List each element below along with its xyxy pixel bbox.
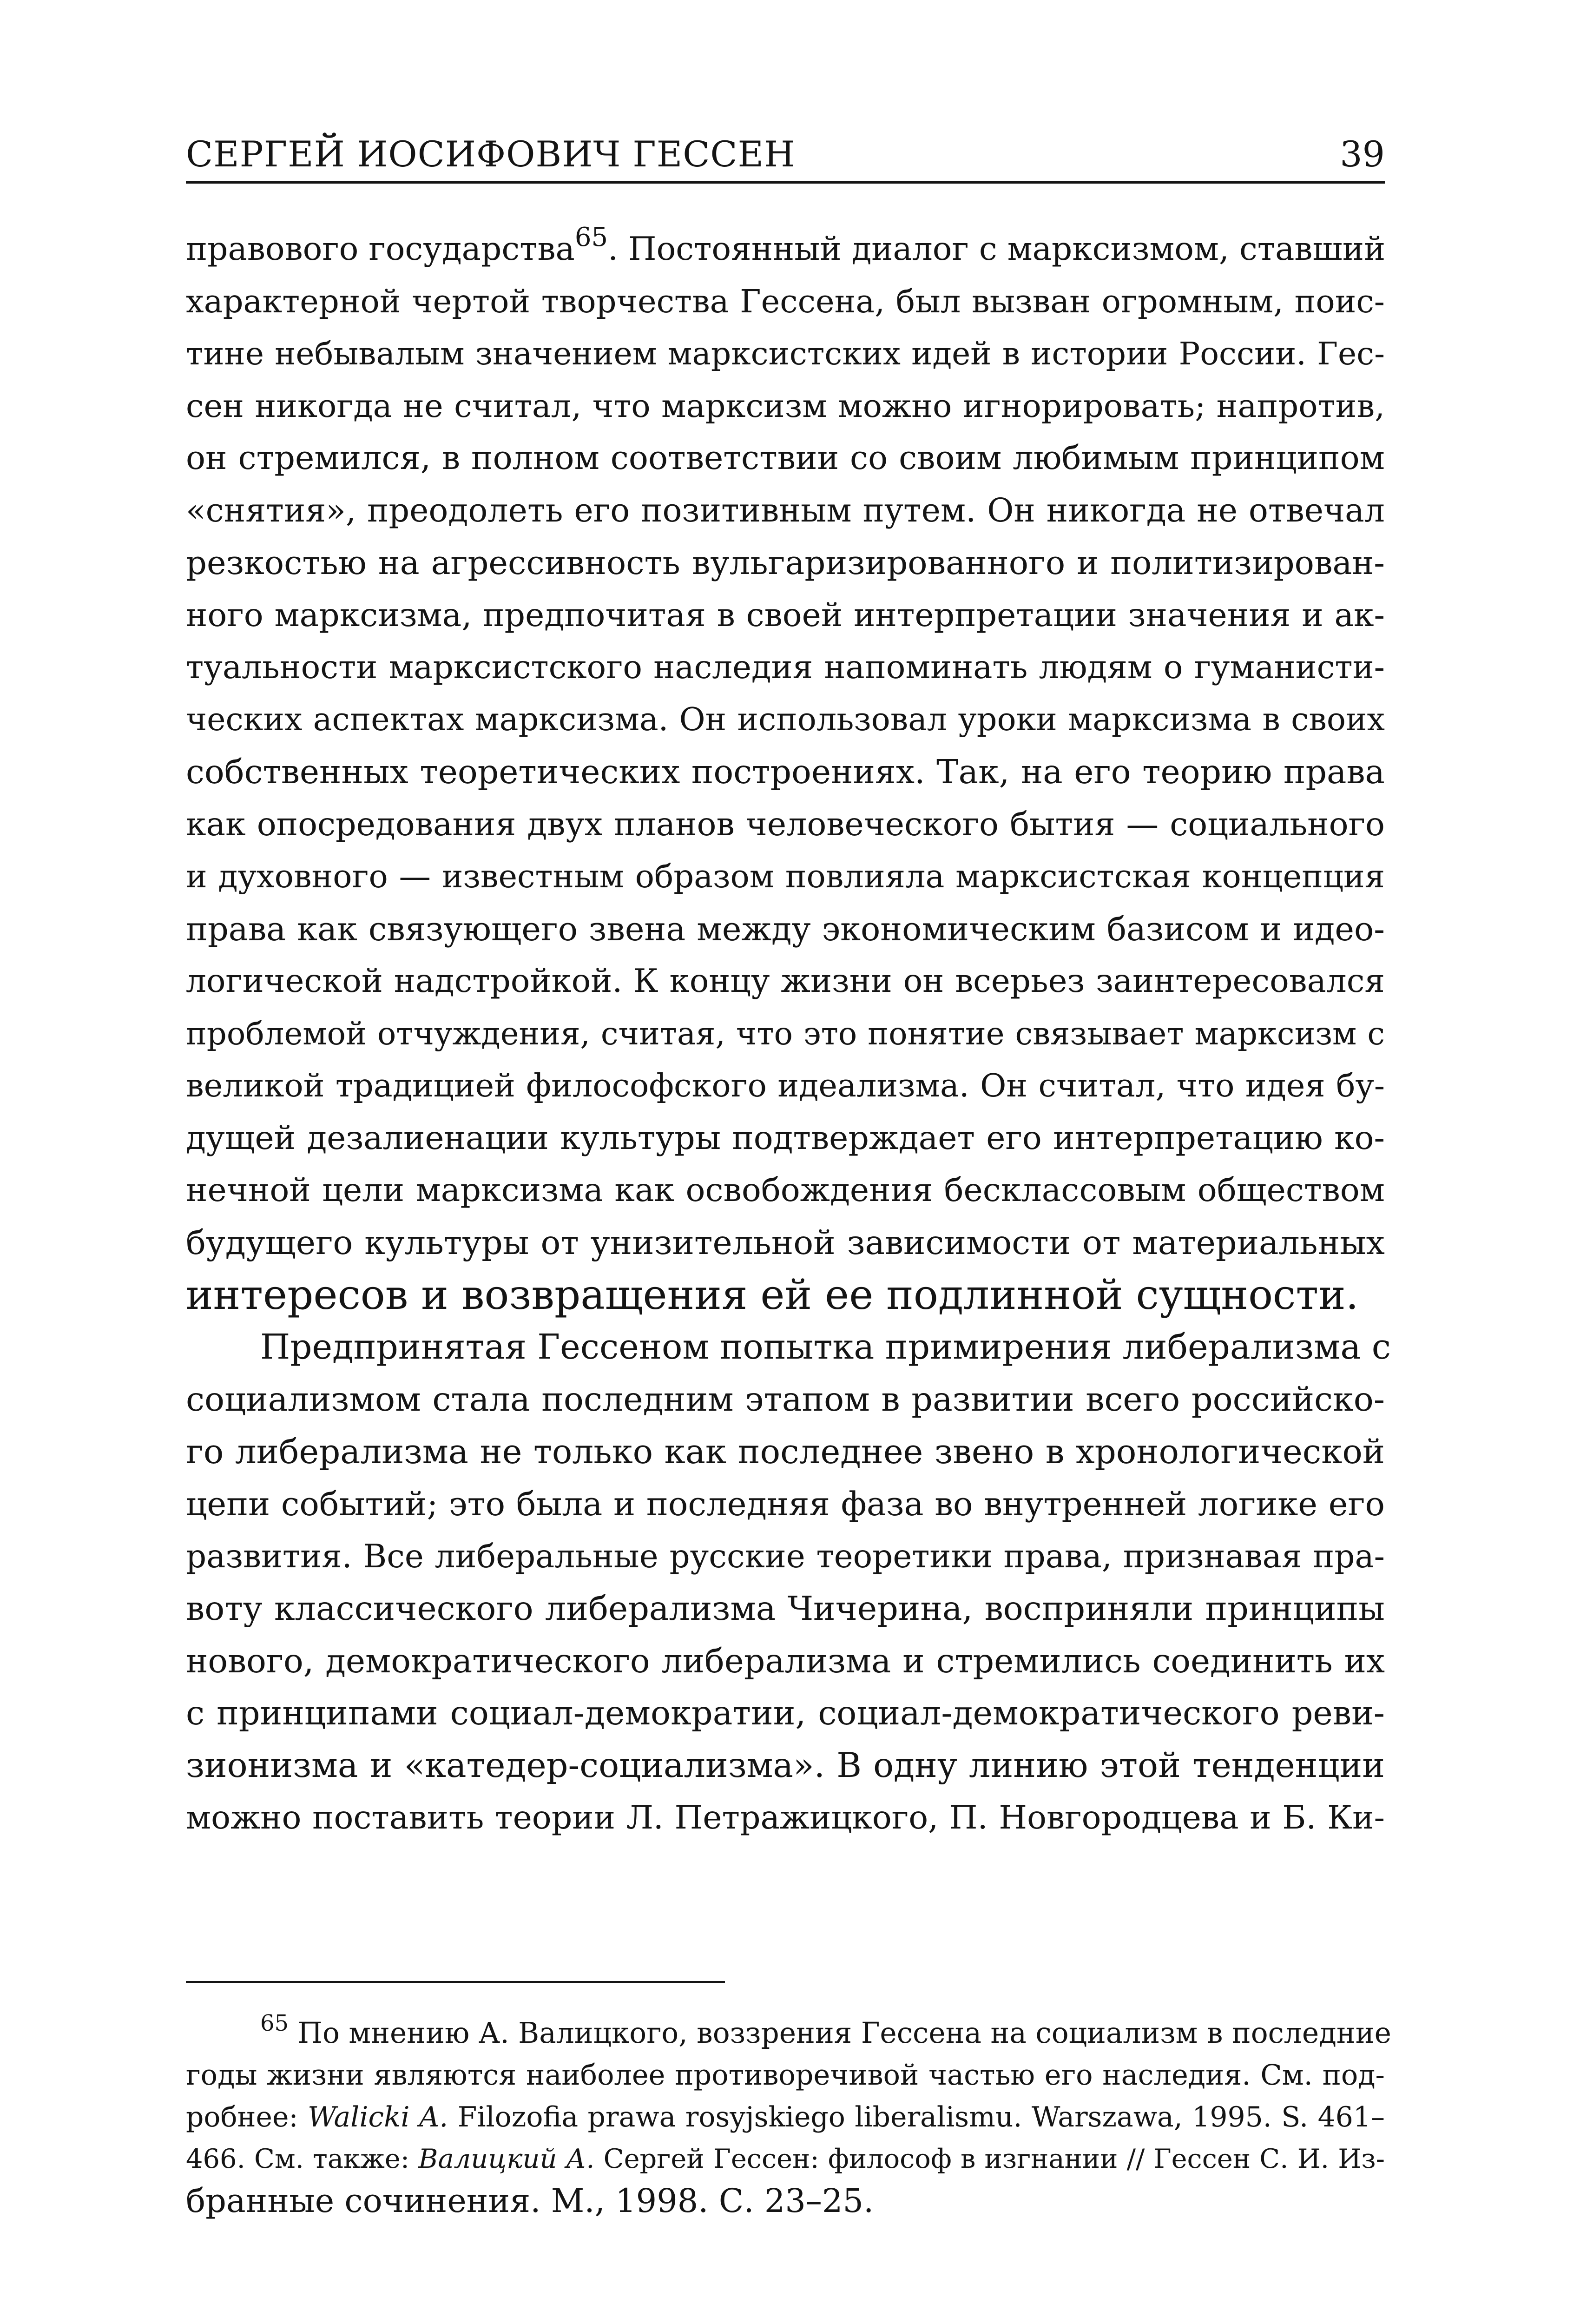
- footnote-divider: [186, 1981, 725, 1983]
- text-line: го либерализма не только как последнее звено в хронологической: [186, 1432, 1385, 1472]
- book-page: [186, 0, 1391, 2324]
- text-line: можно поставить теории Л. Петражицкого, П. Новгородцева и Б. Ки-: [186, 1799, 1385, 1836]
- text-line: развития. Все либеральные русские теоретики права, признавая пра-: [186, 1538, 1385, 1575]
- text-line: воту классического либерализма Чичерина, восприняли принципы: [186, 1589, 1385, 1628]
- footnote-line: робнее: Walicki A. Filozofia prawa rosyjskiego liberalismu. Warszawa, 1995. S. 461–: [186, 2101, 1385, 2133]
- footnote-line: $^{65}$ По мнению А. Валицкого, воззрения Гессена на социализм в последние: [260, 2010, 1391, 2050]
- text-line: ческих аспектах марксизма. Он использовал уроки марксизма в своих: [186, 701, 1385, 738]
- footnote-author-italic: Walicki A.: [308, 2101, 448, 2133]
- footnote-line: годы жизни являются наиболее противоречивой частью его наследия. См. под-: [186, 2059, 1385, 2092]
- text-line: собственных теоретических построениях. Так, на его теорию права: [186, 753, 1385, 791]
- text-line: туальности марксистского наследия напоминать людям о гуманисти-: [186, 649, 1385, 686]
- running-head: [186, 131, 1385, 184]
- text-line: логической надстройкой. К концу жизни он всерьез заинтересовался: [186, 963, 1385, 1000]
- text-line: с принципами социал-демократии, социал-демократического реви-: [186, 1694, 1385, 1732]
- text-line: «снятия», преодолеть его позитивным путем. Он никогда не отвечал: [186, 491, 1385, 529]
- page-number: 39: [1340, 133, 1385, 175]
- text-line: и духовного — известным образом повлияла марксистская концепция: [186, 858, 1385, 895]
- text-line: как опосредования двух планов человеческого бытия — социального: [186, 805, 1385, 843]
- footnote-line: бранные сочинения. М., 1998. С. 23–25.: [186, 2182, 874, 2220]
- footnote-reference[interactable]: 65: [574, 222, 608, 252]
- text-line: дущей дезалиенации культуры подтверждает его интерпретацию ко-: [186, 1119, 1385, 1157]
- text-line: он стремился, в полном соответствии со своим любимым принципом: [186, 439, 1385, 477]
- body-text: [186, 222, 1391, 1844]
- text-line: сен никогда не считал, что марксизм можно игнорировать; напротив,: [186, 387, 1385, 425]
- text-line: проблемой отчуждения, считая, что это понятие связывает марксизм с: [186, 1015, 1385, 1052]
- text-line: тине небывалым значением марксистских идей в истории России. Гес-: [186, 335, 1385, 372]
- text-line: ного марксизма, предпочитая в своей интерпретации значения и ак-: [186, 596, 1385, 634]
- text-line: характерной чертой творчества Гессена, был вызван огромным, поис-: [186, 283, 1385, 320]
- text-line: нового, демократического либерализма и стремились соединить их: [186, 1641, 1385, 1680]
- footnote-line: 466. См. также: Валицкий А. Сергей Гессен: философ в изгнании // Гессен С. И. Из-: [186, 2143, 1385, 2174]
- footnotes: [186, 2010, 1391, 2222]
- text-line: зионизма и «катедер-социализма». В одну линию этой тенденции: [186, 1745, 1385, 1785]
- text-line: права как связующего звена между экономическим базисом и идео-: [186, 910, 1385, 948]
- running-head-title: СЕРГЕЙ ИОСИФОВИЧ ГЕССЕН: [186, 133, 796, 175]
- text-line: великой традицией философского идеализма. Он считал, что идея бу-: [186, 1067, 1385, 1104]
- text-line: резкостью на агрессивность вульгаризированного и политизирован-: [186, 544, 1385, 582]
- text-line: нечной цели марксизма как освобождения бесклассовым обществом: [186, 1171, 1385, 1209]
- text-line: будущего культуры от унизительной зависимости от материальных: [186, 1223, 1385, 1262]
- text-line: социализмом стала последним этапом в развитии всего российско-: [186, 1380, 1385, 1419]
- text-line: Предпринятая Гессеном попытка примирения либерализма с: [260, 1327, 1391, 1367]
- text-line: интересов и возвращения ей ее подлинной сущности.: [186, 1271, 1359, 1319]
- text-line: цепи событий; это была и последняя фаза во внутренней логике его: [186, 1485, 1385, 1523]
- footnote-number: 65: [260, 2010, 289, 2036]
- footnote-author-italic: Валицкий А.: [418, 2143, 595, 2174]
- text-line: правового государства$^{65}$. Постоянный диалог с марксизмом, ставший: [186, 222, 1386, 268]
